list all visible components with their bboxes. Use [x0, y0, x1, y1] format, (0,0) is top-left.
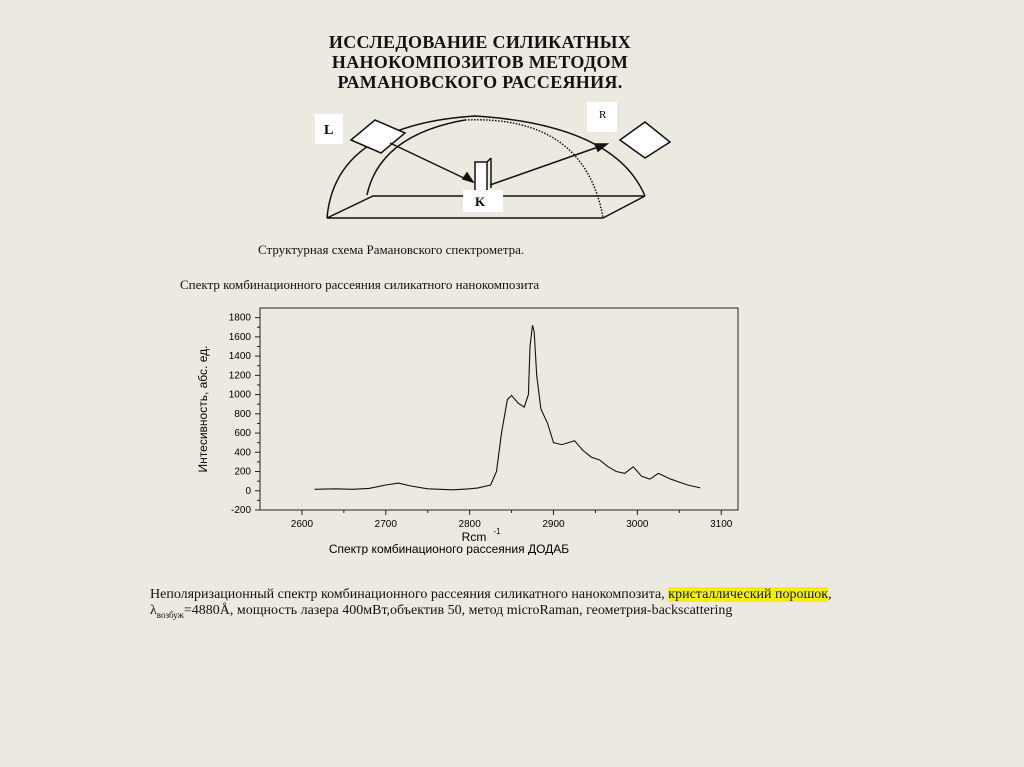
sample-k — [475, 162, 487, 192]
x-tick-label: 2600 — [290, 519, 314, 530]
description-part-1: Неполяризационный спектр комбинационного рассеяния силикатного нанокомпозита, — [150, 587, 669, 602]
y-tick-label: -200 — [230, 505, 251, 516]
page-title — [180, 32, 780, 92]
raman-spectrum-chart — [185, 300, 755, 555]
y-tick-label: 600 — [234, 428, 251, 440]
spectrum-description — [150, 587, 850, 623]
description-highlight: кристаллический порошок — [668, 587, 829, 602]
x-tick-label: 2700 — [374, 519, 397, 530]
chart-caption: Спектр комбинационного рассеяния силикатного нанокомпозита — [180, 277, 540, 292]
y-tick-label: 800 — [234, 408, 251, 420]
chart-title: Спектр комбинационого рассеяния ДОДАБ — [328, 542, 570, 555]
x-tick-label: 2900 — [542, 519, 565, 530]
x-tick-label: 3100 — [710, 519, 733, 530]
scattered-beam-arrow — [490, 146, 601, 185]
x-axis-label-superscript: -1 — [493, 527, 501, 536]
label-k: K — [475, 194, 486, 209]
raman-spectrometer-diagram — [315, 100, 675, 225]
description-part-3: =4880Å, мощность лазера 400мВт,объектив 50, метод microRaman, геометрия-backscattering — [183, 603, 733, 618]
x-axis-label: Rcm — [461, 530, 487, 544]
diagram-caption: Структурная схема Рамановского спектрометра. — [258, 242, 525, 257]
y-tick-label: 400 — [234, 447, 251, 459]
title-line-2: НАНОКОМПОЗИТОВ МЕТОДОМ — [331, 52, 629, 72]
lambda-subscript: возбуж — [156, 609, 184, 620]
y-tick-label: 200 — [234, 466, 251, 478]
y-tick-label: 1400 — [228, 351, 251, 363]
y-axis-label: Интесивность, абс. ед. — [196, 345, 210, 473]
label-l: L — [324, 123, 334, 138]
y-tick-label: 0 — [245, 485, 251, 497]
y-tick-label: 1800 — [228, 312, 251, 324]
y-tick-label: 1000 — [228, 389, 251, 401]
description-part-2: , λ — [150, 587, 832, 618]
title-line-1: ИССЛЕДОВАНИЕ СИЛИКАТНЫХ — [328, 32, 632, 52]
y-tick-label: 1600 — [228, 331, 251, 343]
detector-box — [620, 122, 670, 158]
incident-beam-arrow — [390, 143, 468, 180]
x-tick-label: 2800 — [458, 519, 481, 530]
label-r: R — [599, 109, 607, 121]
spectrum-line — [315, 325, 701, 490]
title-line-3: РАМАНОВСКОГО РАССЕЯНИЯ. — [337, 72, 623, 92]
y-tick-label: 1200 — [228, 370, 251, 382]
plot-frame — [260, 308, 738, 510]
x-tick-label: 3000 — [626, 519, 649, 530]
